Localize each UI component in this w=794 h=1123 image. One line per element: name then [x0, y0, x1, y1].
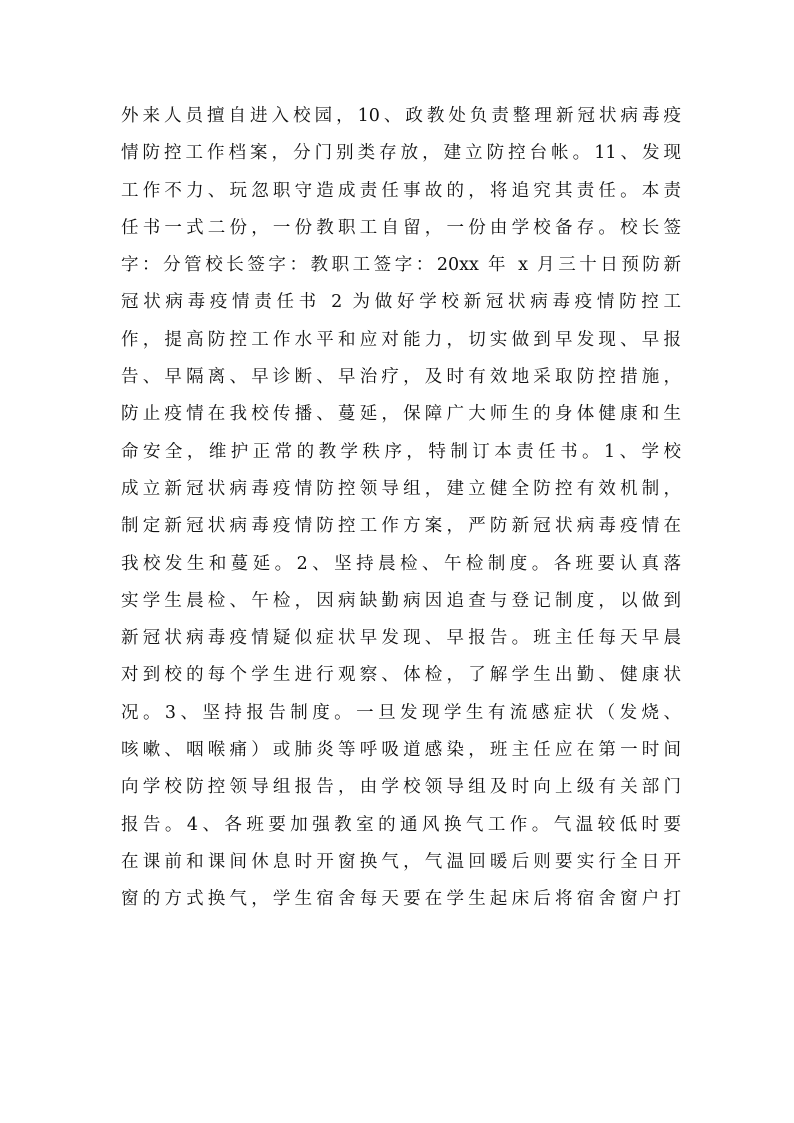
text-line-15: 新冠状病毒疫情疑似症状早发现、早报告。班主任每天早晨	[121, 628, 681, 649]
text-line-21: 在课前和课间休息时开窗换气，气温回暖后则要实行全日开	[121, 851, 681, 872]
text-line-4: 任书一式二份，一份教职工自留，一份由学校备存。校长签	[121, 217, 681, 238]
text-line-18: 咳嗽、咽喉痛）或肺炎等呼吸道感染，班主任应在第一时间	[121, 740, 681, 761]
body-text	[121, 98, 681, 919]
text-line-13: 我校发生和蔓延。2、坚持晨检、午检制度。各班要认真落	[121, 553, 681, 574]
text-line-20: 报告。4、各班要加强教室的通风换气工作。气温较低时要	[121, 814, 681, 835]
text-line-6: 冠状病毒疫情责任书 2 为做好学校新冠状病毒疫情防控工	[121, 292, 681, 313]
text-line-22: 窗的方式换气，学生宿舍每天要在学生起床后将宿舍窗户打	[121, 889, 681, 910]
text-line-2: 情防控工作档案，分门别类存放，建立防控台帐。11、发现	[121, 143, 681, 164]
text-line-3: 工作不力、玩忽职守造成责任事故的，将追究其责任。本责	[121, 180, 681, 201]
text-line-19: 向学校防控领导组报告，由学校领导组及时向上级有关部门	[121, 777, 681, 798]
text-line-7: 作，提高防控工作水平和应对能力，切实做到早发现、早报	[121, 329, 681, 350]
text-line-8: 告、早隔离、早诊断、早治疗，及时有效地采取防控措施，	[121, 367, 681, 388]
text-line-1: 外来人员擅自进入校园，10、政教处负责整理新冠状病毒疫	[121, 106, 681, 126]
text-line-16: 对到校的每个学生进行观察、体检，了解学生出勤、健康状	[121, 665, 681, 686]
text-line-12: 制定新冠状病毒疫情防控工作方案，严防新冠状病毒疫情在	[121, 516, 681, 537]
text-line-9: 防止疫情在我校传播、蔓延，保障广大师生的身体健康和生	[121, 404, 681, 425]
text-line-11: 成立新冠状病毒疫情防控领导组，建立健全防控有效机制，	[121, 478, 681, 499]
text-line-14: 实学生晨检、午检，因病缺勤病因追查与登记制度，以做到	[121, 590, 681, 611]
text-line-17: 况。3、坚持报告制度。一旦发现学生有流感症状（发烧、	[121, 702, 681, 723]
text-line-10: 命安全，维护正常的教学秩序，特制订本责任书。1、学校	[121, 441, 681, 462]
text-line-5: 字：分管校长签字：教职工签字：20xx 年 x 月三十日预防新	[121, 255, 681, 276]
